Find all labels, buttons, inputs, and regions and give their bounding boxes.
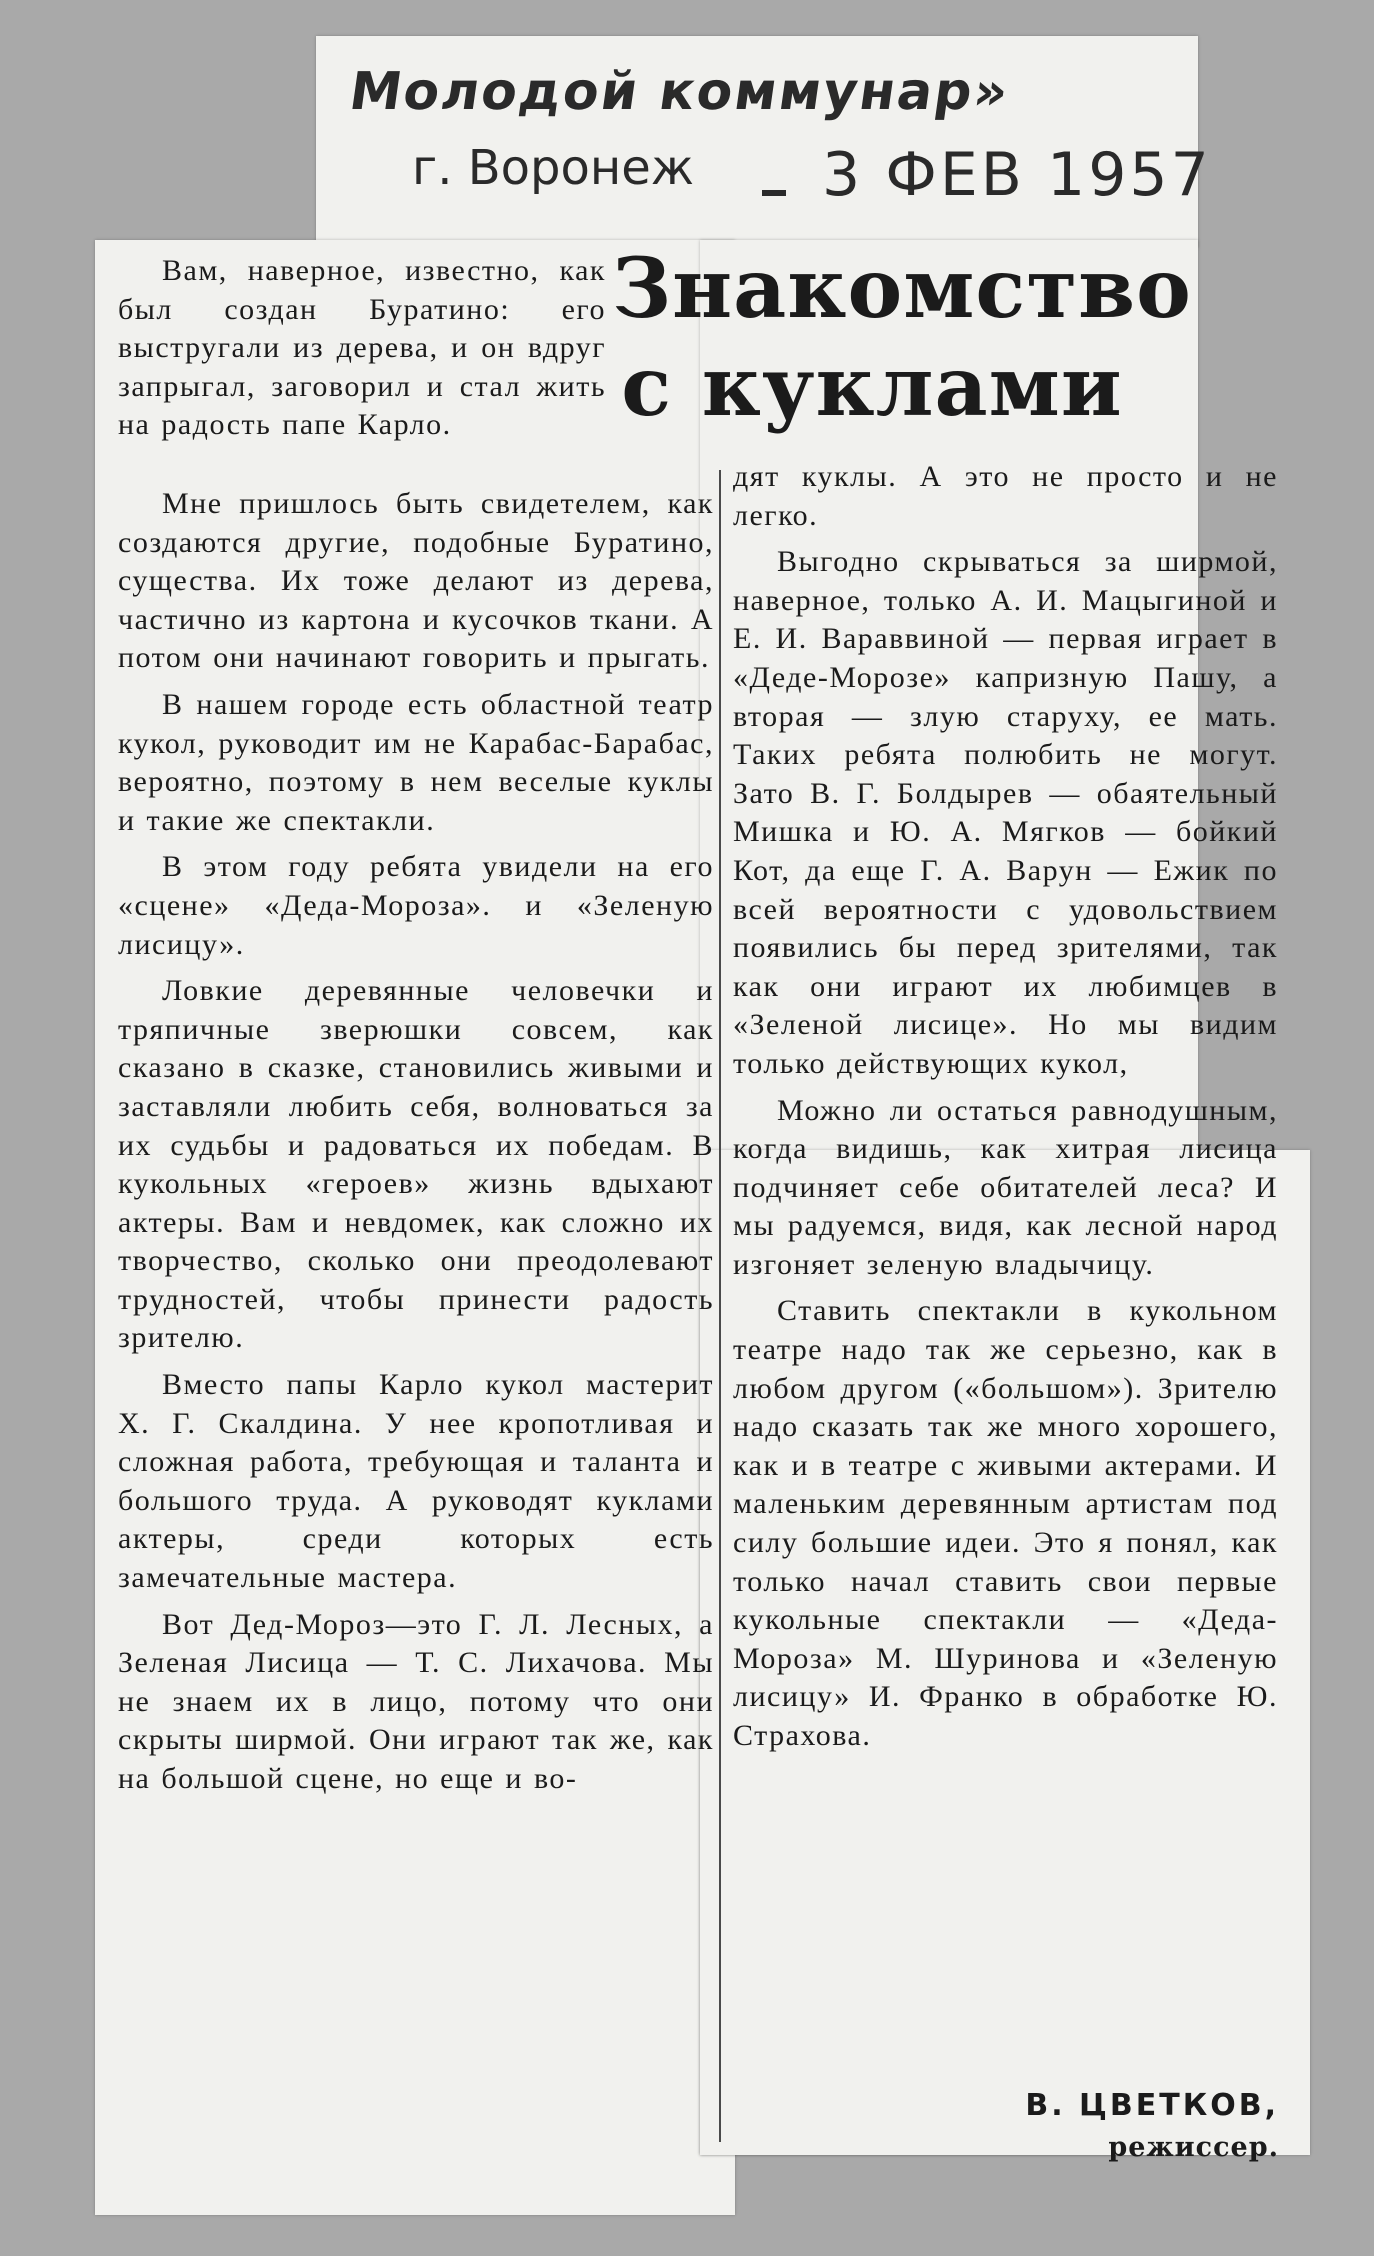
- article-title: [612, 240, 1192, 436]
- title-line-2: с куклами: [621, 339, 1123, 435]
- author-name: В. ЦВЕТКОВ,: [1025, 2088, 1279, 2123]
- left-paragraph: В этом году ребята увидели на его «сцене» «Деда-Мороза». и «Зеленую лисицу».: [118, 850, 714, 961]
- stamp-date: 3 ФЕВ 1957: [822, 140, 1212, 210]
- intro-paragraph: Вам, наверное, известно, как был создан Буратино: его выстругали из дерева, и он вдруг запрыгал, заговорил и стал жить на радость папе Карло.: [118, 254, 606, 442]
- right-paragraph: Выгодно скрываться за ширмой, наверное, только А. И. Мацыгиной и Е. И. Вараввиной — первая играет в «Деде-Морозе» капризную Пашу, а вторая — злую старуху, ее мать. Таких ребята полюбить не могут. Зато В. Г. Болдырев — обаятельный Мишка и Ю. А. Мягков — бойкий Кот, да еще Г. А. Варун — Ежик по всей вероятности с удовольствием появились бы перед зрителями, так как они играют их любимцев в «Зеленой лисице». Но мы видим только действующих кукол,: [733, 545, 1278, 1080]
- left-paragraph: Вот Дед-Мороз—это Г. Л. Лесных, а Зеленая Лисица — Т. С. Лихачова. Мы не знаем их в лицо, потому что они скрыты ширмой. Они играют так же, как на большой сцене, но еще и во-: [118, 1607, 714, 1795]
- right-paragraph: дят куклы. А это не просто и не легко.: [733, 460, 1278, 532]
- title-line-1: Знакомство: [612, 241, 1192, 337]
- left-paragraph: Мне пришлось быть свидетелем, как создаются другие, подобные Буратино, существа. Их тоже делают из дерева, частично из картона и кусочков ткани. А потом они начинают говорить и прыгать.: [118, 487, 714, 675]
- left-paragraph: Ловкие деревянные человечки и тряпичные зверюшки совсем, как сказано в сказке, становились живыми и заставляли любить себя, волноваться за их судьбы и радоваться их победам. В кукольных «героев» жизнь вдыхают актеры. Вам и невдомек, как сложно их творчество, сколько они преодолевают трудностей, чтобы принести радость зрителю.: [118, 974, 714, 1355]
- newspaper-stamp: [322, 40, 1212, 240]
- left-paragraph: Вместо папы Карло кукол мастерит Х. Г. Скалдина. У нее кропотливая и сложная работа, требующая и таланта и большого труда. А руководят куклами актеры, среди которых есть замечательные мастера.: [118, 1368, 714, 1595]
- stamp-city: г. Воронеж: [412, 140, 695, 196]
- right-paragraph: Ставить спектакли в кукольном театре надо так же серьезно, как в любом другом («большом»). Зрителю надо сказать так же много хорошего, как и в театре с живыми актерами. И маленьким деревянным артистам под силу большие идеи. Это я понял, как только начал ставить свои первые кукольные спектакли — «Деда-Мороза» М. Шуринова и «Зеленую лисицу» И. Франко в обработке Ю. Страхова.: [733, 1294, 1278, 1752]
- column-divider: [719, 470, 721, 2142]
- right-paragraph: Можно ли остаться равнодушным, когда видишь, как хитрая лисица подчиняет себе обитателей леса? И мы радуемся, видя, как лесной народ изгоняет зеленую владычицу.: [733, 1093, 1278, 1281]
- intro-column: [118, 252, 606, 453]
- left-column: [118, 485, 714, 1807]
- author-role: режиссер.: [1108, 2132, 1279, 2163]
- stamp-newspaper-name: Молодой коммунар»: [345, 62, 1014, 122]
- left-paragraph: В нашем городе есть областной театр кукол, руководит им не Карабас-Барабас, вероятно, поэтому в нем веселые куклы и такие же спектакли.: [118, 687, 714, 837]
- right-column: [733, 458, 1278, 1764]
- stamp-dash: [762, 190, 786, 196]
